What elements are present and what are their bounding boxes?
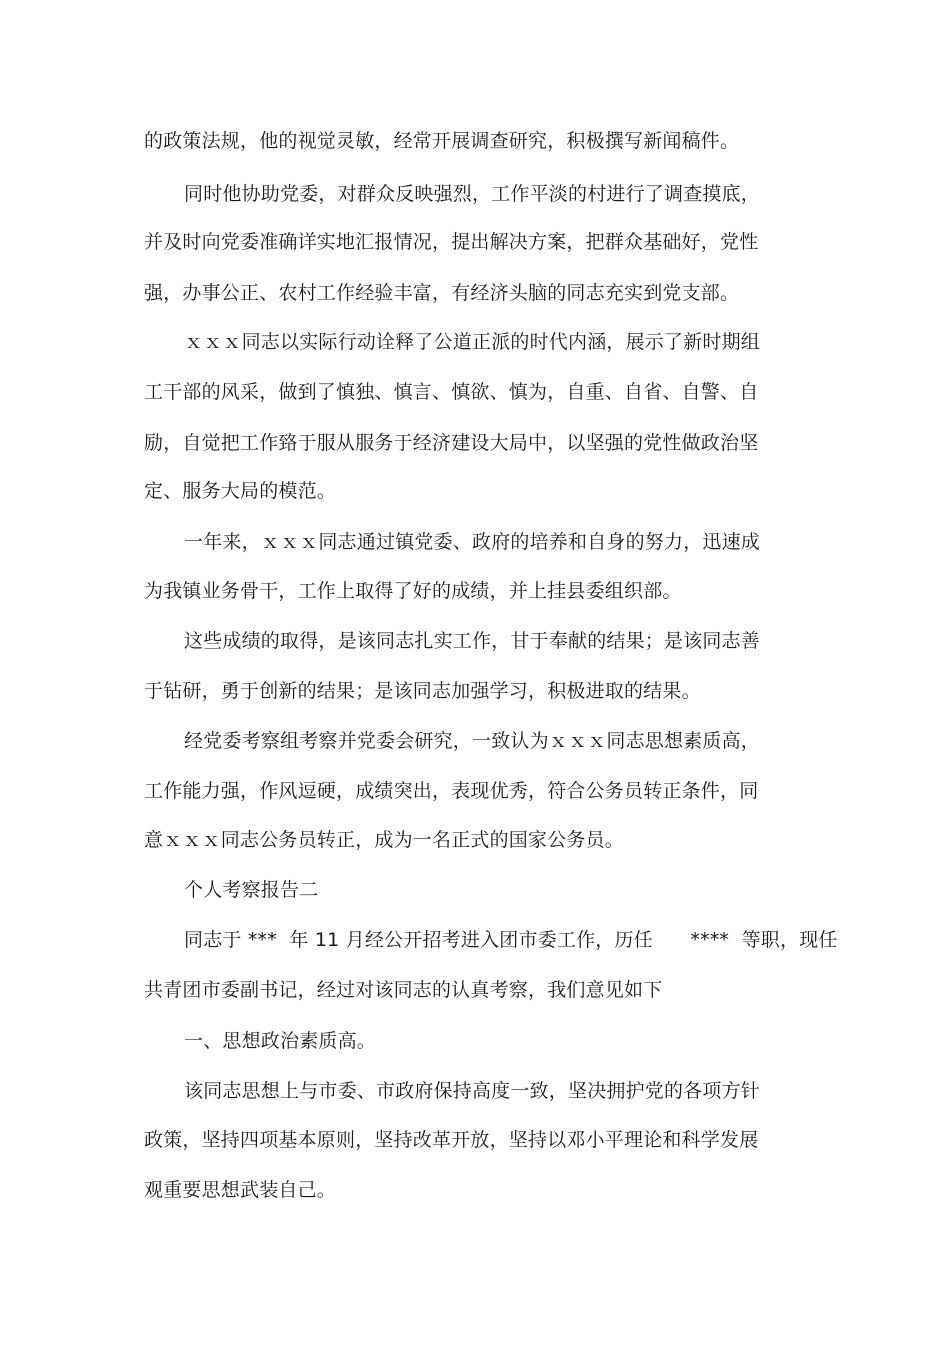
text-line: 同时他协助党委，对群众反映强烈，工作平淡的村进行了调查摸底， (184, 183, 761, 205)
text-line: 并及时向党委准确详实地汇报情况，提出解决方案，把群众基础好，党性 (144, 231, 759, 253)
text-line: 定、服务大局的模范。 (144, 480, 337, 502)
subsection-heading: 一、思想政治素质高。 (184, 1030, 377, 1052)
text-line: 强，办事公正、农村工作经验丰富，有经济头脑的同志充实到党支部。 (144, 282, 740, 304)
text-line: 这些成绩的取得，是该同志扎实工作，甘于奉献的结果；是该同志善 (184, 630, 761, 652)
text-line: 于钻研，勇于创新的结果；是该同志加强学习，积极进取的结果。 (144, 680, 701, 702)
text-line: 该同志思想上与市委、市政府保持高度一致，坚决拥护党的各项方针 (184, 1080, 761, 1102)
text-line: 共青团市委副书记，经过对该同志的认真考察，我们意见如下 (144, 979, 663, 1001)
text-line: 的政策法规，他的视觉灵敏，经常开展调查研究，积极撰写新闻稿件。 (144, 130, 740, 152)
section-heading: 个人考察报告二 (184, 879, 319, 901)
text-line: 同志于 *** 年 11 月经公开招考进入团市委工作，历任 **** 等职，现任 (184, 929, 838, 951)
text-line: 工作能力强，作风逗硬，成绩突出，表现优秀，符合公务员转正条件，同 (144, 780, 759, 802)
text-line: 工干部的风采，做到了慎独、慎言、慎欲、慎为，自重、自省、自警、自 (144, 381, 759, 403)
text-line: 励，自觉把工作臵于服从服务于经济建设大局中，以坚强的党性做政治坚 (144, 432, 759, 454)
text-line: ｘｘｘ同志以实际行动诠释了公道正派的时代内涵，展示了新时期组 (184, 331, 761, 353)
text-line: 为我镇业务骨干，工作上取得了好的成绩，并上挂县委组织部。 (144, 580, 682, 602)
text-line: 一年来，ｘｘｘ同志通过镇党委、政府的培养和自身的努力，迅速成 (184, 531, 761, 553)
text-line: 经党委考察组考察并党委会研究，一致认为ｘｘｘ同志思想素质高， (184, 730, 761, 752)
text-line: 观重要思想武装自己。 (144, 1179, 337, 1201)
text-line: 政策，坚持四项基本原则，坚持改革开放，坚持以邓小平理论和科学发展 (144, 1129, 759, 1151)
text-line: 意ｘｘｘ同志公务员转正，成为一名正式的国家公务员。 (144, 829, 625, 851)
